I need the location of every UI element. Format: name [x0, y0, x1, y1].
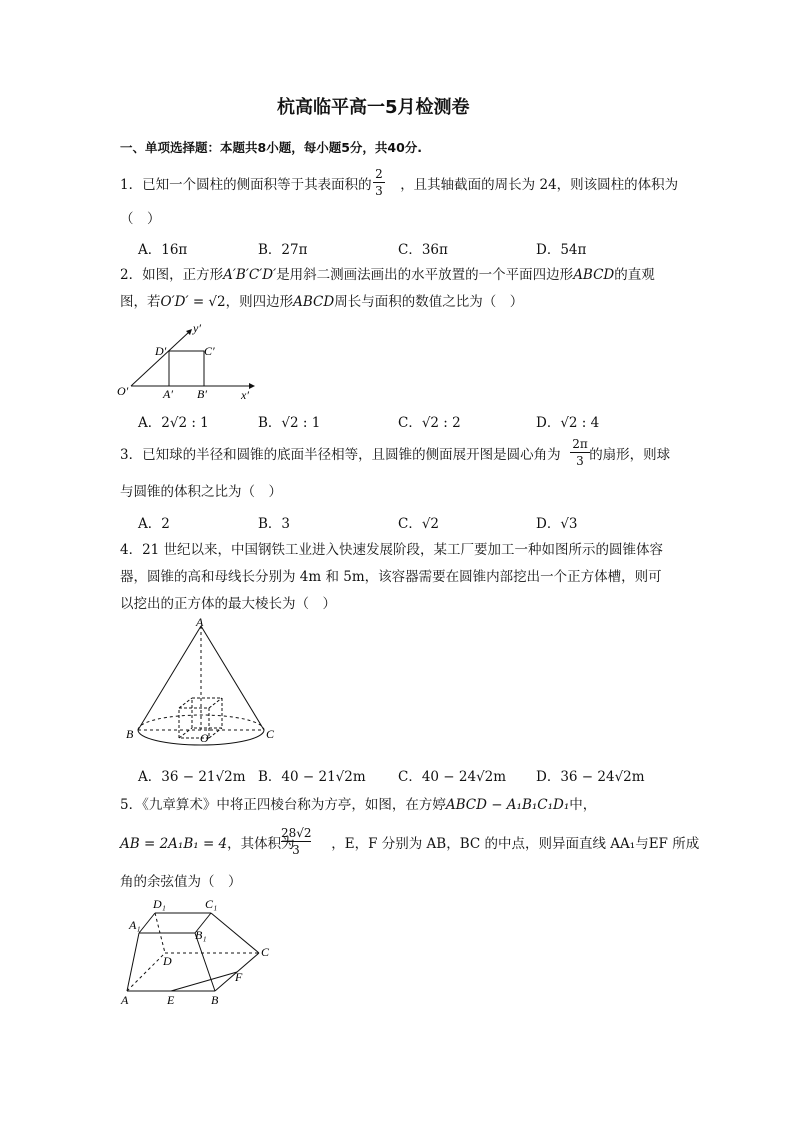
q2-line1-c: 的直观 [614, 267, 655, 283]
q3-option-a: A．2 [138, 516, 170, 532]
q2-line1-a: 2．如图，正方形 [120, 267, 224, 283]
q2-option-a: A．2√2 : 1 [138, 415, 209, 431]
q4-label-b: B [126, 727, 134, 741]
q5-label-c1: C₁ [205, 897, 218, 911]
q5-line1-b: 中， [569, 797, 597, 813]
q2-line2-it: O′D′ [160, 294, 189, 310]
q4-slant-right [201, 626, 264, 730]
q4-cone-figure [122, 618, 282, 748]
q1-frac-den: 3 [375, 184, 383, 198]
q5-label-d1: D₁ [153, 897, 166, 911]
q5-label-f: F [235, 970, 243, 984]
q3-option-b: B．3 [258, 516, 291, 532]
q1-option-b: B．27π [258, 242, 308, 258]
q4-option-b: B．40 − 21√2m [258, 769, 366, 785]
q4-line2: 器，圆锥的高和母线长分别为 4m 和 5m，该容器需要在圆锥内部挖出一个正方体槽，则可 [120, 569, 662, 585]
q2-option-d: D．√2 : 4 [536, 415, 600, 431]
q3-frac-num: 2π [572, 437, 588, 451]
q2-line2-a: 图，若 [120, 294, 161, 310]
q5-frac-den: 3 [292, 843, 300, 857]
q3-option-c: C．√2 [398, 516, 440, 532]
q1-frac-num: 2 [375, 167, 383, 181]
q2-label-x: x′ [241, 388, 249, 402]
q5-line1-it: ABCD − A₁B₁C₁D₁ [445, 797, 570, 813]
q3-line2: 与圆锥的体积之比为（ ） [120, 484, 282, 500]
q2-label-d: D′ [155, 344, 167, 358]
q3-text-a: 3．已知球的半径和圆锥的底面半径相等，且圆锥的侧面展开图是圆心角为 [120, 447, 561, 463]
q2-square [169, 351, 204, 386]
q5-line1-a: 5．《九章算术》中将正四棱台称为方亭，如图，在方婷 [120, 797, 446, 813]
q4-option-a: A．36 − 21√2m [138, 769, 246, 785]
q4-label-c: C [266, 727, 275, 741]
q5-label-e: E [167, 993, 175, 1007]
q1-text-b: ，且其轴截面的周长为 24，则该圆柱的体积为 [400, 177, 679, 193]
q4-line3: 以挖出的正方体的最大棱长为（ ） [120, 596, 336, 612]
q3-option-d: D．√3 [536, 516, 578, 532]
q5-line3: 角的余弦值为（ ） [120, 874, 242, 890]
q5-frac-num: 28√2 [281, 826, 312, 840]
q1-text-a: 1．已知一个圆柱的侧面积等于其表面积的 [120, 177, 372, 193]
q4-option-d: D．36 − 24√2m [536, 769, 645, 785]
q4-slant-left [138, 626, 201, 730]
q5-label-d: D [163, 954, 172, 968]
q5-line2-a: ，其体积为 [227, 836, 295, 852]
q2-line2-it2: ABCD [293, 294, 335, 310]
q2-line1-it2: ABCD [573, 267, 615, 283]
q1-option-a: A．16π [138, 242, 188, 258]
q2-option-b: B．√2 : 1 [258, 415, 321, 431]
q5-label-b1: B₁ [195, 928, 207, 942]
q4-label-o: O [200, 731, 209, 745]
q3-fraction [570, 437, 590, 468]
q1-option-c: C．36π [398, 242, 448, 258]
q2-label-o: O′ [117, 384, 129, 398]
q2-label-c: C′ [204, 344, 215, 358]
q3-text-b: 的扇形，则球 [589, 447, 671, 463]
q5-frustum-figure [115, 895, 285, 1010]
q5-line2-it: AB = 2A₁B₁ = 4 [120, 836, 228, 852]
q2-line2-b: = √2，则四边形 [188, 294, 294, 310]
q2-label-b: B′ [197, 387, 207, 401]
q4-label-a: A [196, 618, 204, 629]
q2-label-a: A′ [163, 387, 173, 401]
q5-label-a1: A₁ [129, 918, 141, 932]
section-heading: 一、单项选择题：本题共8小题，每小题5分，共40分. [120, 140, 423, 155]
q2-line2-c: 周长与面积的数值之比为（ ） [334, 294, 524, 310]
q5-label-b: B [211, 993, 219, 1007]
q3-frac-den: 3 [576, 454, 584, 468]
q1-fraction [373, 167, 385, 198]
q5-label-a: A [121, 993, 129, 1007]
q2-line1-it: A′B′C′D′ [223, 267, 277, 283]
q2-label-y: y′ [193, 321, 201, 335]
q1-option-d: D．54π [536, 242, 587, 258]
q2-figure [115, 318, 265, 404]
page-title: 杭高临平高一5月检测卷 [277, 97, 470, 118]
q1-paren: （ ） [120, 211, 161, 227]
q4-line1: 4．21 世纪以来，中国钢铁工业进入快速发展阶段，某工厂要加工一种如图所示的圆锥体容 [120, 542, 664, 558]
q5-fraction [281, 826, 311, 857]
q2-y-axis [131, 332, 189, 386]
q2-option-c: C．√2 : 2 [398, 415, 461, 431]
q5-line2-b: ，E，F 分别为 AB，BC 的中点，则异面直线 AA₁与EF 所成 [331, 836, 700, 852]
q4-option-c: C．40 − 24√2m [398, 769, 507, 785]
q2-line1-b: 是用斜二测画法画出的水平放置的一个平面四边形 [276, 267, 574, 283]
q5-label-c: C [261, 945, 270, 959]
